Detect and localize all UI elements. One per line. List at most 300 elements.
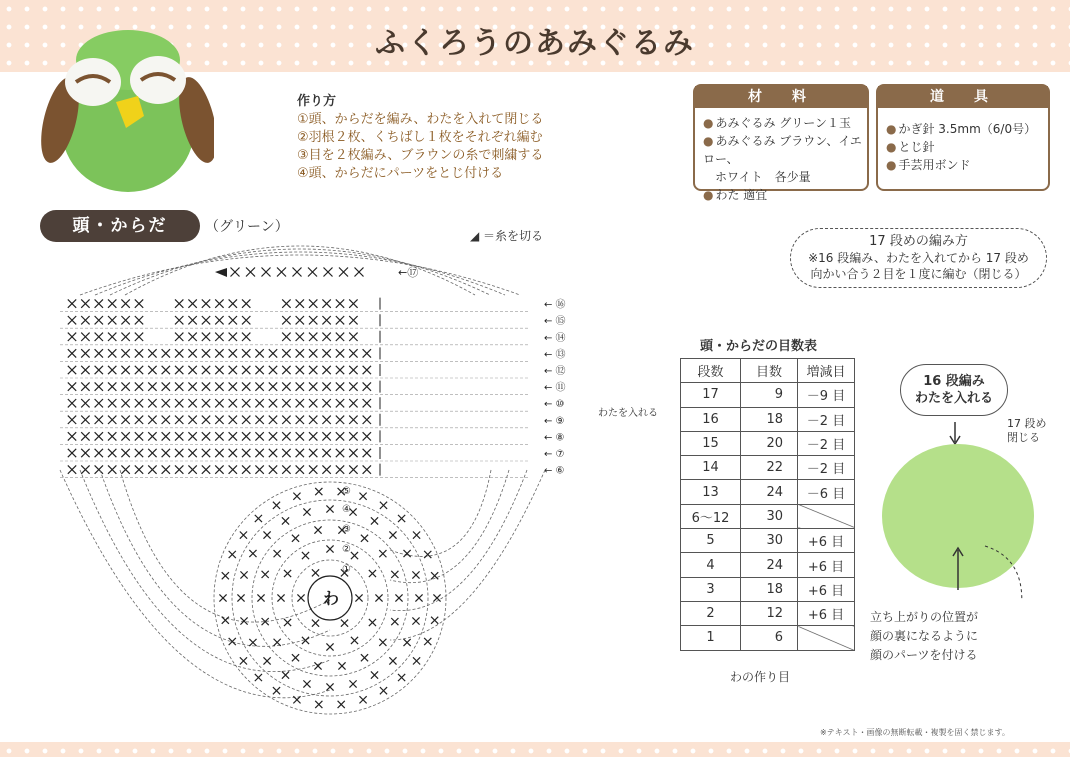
stitch-mark — [363, 382, 371, 390]
stitch-mark — [242, 316, 250, 324]
stitch-mark — [255, 515, 262, 522]
stitch-mark — [338, 662, 345, 669]
face-position-note — [870, 608, 978, 665]
stitch-mark — [135, 399, 143, 407]
stitch-mark — [349, 349, 357, 357]
change-cell: －2 目 — [798, 407, 855, 431]
stitch-mark — [121, 316, 129, 324]
stitch-mark — [363, 416, 371, 424]
stitch-mark — [297, 594, 304, 601]
table-header: 段数 — [681, 359, 741, 383]
stitch-mark — [322, 299, 330, 307]
row17-close-label — [1007, 417, 1047, 445]
stitch-mark — [269, 449, 277, 457]
change-cell: －2 目 — [798, 431, 855, 455]
stitch-mark — [215, 366, 223, 374]
stitch-mark — [229, 465, 237, 473]
stitch-mark — [371, 517, 378, 524]
stitch-mark — [175, 299, 183, 307]
stitch-mark — [215, 399, 223, 407]
stitch-mark — [95, 349, 103, 357]
stitch-mark — [269, 399, 277, 407]
row17-note — [790, 228, 1047, 288]
stitch-mark — [326, 643, 333, 650]
stitch-mark — [255, 432, 263, 440]
stitch-mark — [389, 531, 396, 538]
stitch-mark — [229, 432, 237, 440]
connecting-arc — [390, 470, 509, 583]
stitch-mark — [309, 465, 317, 473]
stitch-mark — [363, 449, 371, 457]
bubble-line: 16 段編み — [923, 374, 985, 389]
stitch-mark — [292, 535, 299, 542]
stitch-mark — [175, 399, 183, 407]
stitch-mark — [81, 465, 89, 473]
stitch-mark — [68, 316, 76, 324]
stitch-mark — [303, 680, 310, 687]
stitch-mark — [81, 399, 89, 407]
tool-item: ● かぎ針 3.5mm（6/0号） — [886, 120, 1048, 138]
stitch-mark — [273, 687, 280, 694]
page-title: ふくろうのあみぐるみ — [375, 26, 695, 61]
stitch-mark — [175, 349, 183, 357]
stitch-mark — [282, 316, 290, 324]
stitch-mark — [395, 594, 402, 601]
table-row — [681, 577, 855, 601]
stitch-mark — [336, 382, 344, 390]
row-cell: 14 — [681, 456, 741, 480]
bubble-line: わたを入れる — [914, 391, 993, 406]
material-item: ● あみぐるみ グリーン１玉 — [703, 114, 867, 132]
stitch-mark — [242, 432, 250, 440]
stitch-mark — [121, 349, 129, 357]
stitch-mark — [95, 399, 103, 407]
stitch-mark — [95, 432, 103, 440]
stitch-cell: 30 — [741, 529, 798, 553]
stitch-mark — [135, 333, 143, 341]
stitch-mark — [398, 515, 405, 522]
round-number: ⑤ — [342, 486, 351, 497]
table-row — [681, 383, 855, 407]
instruction-step: ①頭、からだを編み、わたを入れて閉じる — [297, 112, 544, 127]
stitch-mark — [242, 449, 250, 457]
stitch-mark — [242, 349, 250, 357]
stitch-mark — [349, 382, 357, 390]
table-row — [681, 553, 855, 577]
stitch-mark — [349, 465, 357, 473]
stitch-mark — [296, 449, 304, 457]
stitch-mark — [336, 366, 344, 374]
stitch-mark — [359, 696, 366, 703]
stitch-mark — [229, 382, 237, 390]
stitch-mark — [81, 316, 89, 324]
row-cell: 2 — [681, 601, 741, 625]
stitch-mark — [282, 449, 290, 457]
stitch-mark — [162, 399, 170, 407]
stitch-mark — [336, 399, 344, 407]
stitch-table-title: 頭・からだの目数表 — [700, 339, 818, 354]
round-number: ④ — [342, 504, 351, 515]
stitch-mark — [322, 349, 330, 357]
stitch-mark — [231, 268, 240, 277]
stitch-mark — [81, 449, 89, 457]
round-number: ③ — [342, 524, 351, 535]
stitch-mark — [262, 268, 271, 277]
stitch-mark — [188, 465, 196, 473]
stitch-mark — [108, 333, 116, 341]
table-row — [681, 456, 855, 480]
stitch-mark — [68, 299, 76, 307]
stitch-mark — [375, 594, 382, 601]
yarn-ball-illustration — [870, 420, 1070, 600]
row-cell: 17 — [681, 383, 741, 407]
stitch-mark — [341, 620, 348, 627]
stitch-mark — [188, 416, 196, 424]
stitch-mark — [162, 416, 170, 424]
stitch-mark — [349, 333, 357, 341]
stitch-mark — [296, 416, 304, 424]
stitch-mark — [322, 366, 330, 374]
stitch-mark — [162, 465, 170, 473]
row-number: ← ⑯ — [544, 299, 566, 311]
stitch-mark — [162, 449, 170, 457]
row-cell: 6～12 — [681, 504, 741, 528]
stitch-mark — [269, 382, 277, 390]
stitch-mark — [431, 617, 438, 624]
stitch-mark — [108, 399, 116, 407]
stitch-mark — [302, 552, 309, 559]
table-header-row — [681, 359, 855, 383]
row-cell: 15 — [681, 431, 741, 455]
stitch-mark — [336, 449, 344, 457]
stitch-mark — [424, 551, 431, 558]
stitch-mark — [363, 349, 371, 357]
stitch-mark — [389, 657, 396, 664]
stitch-mark — [68, 416, 76, 424]
stitch-mark — [215, 416, 223, 424]
stitch-mark — [282, 333, 290, 341]
change-cell: +6 目 — [798, 601, 855, 625]
stitch-mark — [229, 551, 236, 558]
stitch-mark — [202, 299, 210, 307]
stitch-mark — [293, 493, 300, 500]
row-cell: 1 — [681, 626, 741, 650]
stitch-mark — [359, 493, 366, 500]
stitch-mark — [309, 382, 317, 390]
stitch-mark — [314, 662, 321, 669]
stitch-mark — [303, 508, 310, 515]
stitch-mark — [202, 316, 210, 324]
materials-heading: 材 料 — [695, 86, 867, 108]
row-cell: 4 — [681, 553, 741, 577]
stitch-mark — [148, 382, 156, 390]
stitch-mark — [135, 465, 143, 473]
stitch-mark — [81, 349, 89, 357]
stitch-mark — [135, 382, 143, 390]
stitch-mark — [68, 465, 76, 473]
stitch-mark — [95, 333, 103, 341]
stitch-mark — [68, 349, 76, 357]
stitch-mark — [202, 432, 210, 440]
magic-ring-label: わ — [323, 589, 340, 608]
stitch-mark — [148, 399, 156, 407]
stitch-mark — [296, 299, 304, 307]
stitch-mark — [81, 416, 89, 424]
section-sub: （グリーン） — [205, 219, 289, 235]
stitch-mark — [322, 432, 330, 440]
stitch-mark — [326, 683, 333, 690]
stitch-mark — [242, 399, 250, 407]
stitch-mark — [284, 570, 291, 577]
stitch-mark — [229, 316, 237, 324]
stitch-mark — [95, 366, 103, 374]
stitch-mark — [215, 432, 223, 440]
stitch-mark — [95, 465, 103, 473]
stitch-mark — [108, 366, 116, 374]
stitch-mark — [282, 299, 290, 307]
stitch-mark — [349, 399, 357, 407]
stitch-mark — [296, 399, 304, 407]
stitch-mark — [312, 569, 319, 576]
stitch-mark — [108, 465, 116, 473]
stitch-mark — [255, 399, 263, 407]
stitch-mark — [229, 366, 237, 374]
stitch-mark — [351, 552, 358, 559]
label-line: 閉じる — [1007, 431, 1040, 444]
row-number: ← ⑧ — [544, 432, 565, 444]
row-number: ← ⑮ — [544, 316, 566, 328]
tools-heading: 道 具 — [878, 86, 1048, 108]
stitch-mark — [108, 382, 116, 390]
stitch-mark — [274, 639, 281, 646]
stitch-mark — [222, 572, 229, 579]
stitch-mark — [202, 416, 210, 424]
stitch-mark — [309, 333, 317, 341]
stitch-mark — [296, 333, 304, 341]
stitch-mark — [296, 465, 304, 473]
stitch-cell: 20 — [741, 431, 798, 455]
change-cell — [798, 504, 855, 528]
table-header: 増減目 — [798, 359, 855, 383]
stitch-mark — [277, 268, 286, 277]
stitch-mark — [296, 366, 304, 374]
material-item: ● あみぐるみ ブラウン、イエロー、 — [703, 132, 867, 168]
label-line: 17 段め — [1007, 417, 1047, 430]
stitch-mark — [380, 687, 387, 694]
stitch-mark — [229, 449, 237, 457]
stitch-mark — [215, 382, 223, 390]
stitch-mark — [336, 416, 344, 424]
stitch-mark — [148, 465, 156, 473]
table-header: 目数 — [741, 359, 798, 383]
stitch-mark — [309, 349, 317, 357]
connecting-arc — [80, 470, 330, 672]
change-cell — [798, 626, 855, 650]
stitch-mark — [322, 399, 330, 407]
legend-cut-yarn: ◢ ＝糸を切る — [470, 229, 544, 243]
stitch-mark — [188, 399, 196, 407]
stitch-mark — [202, 449, 210, 457]
stitch-mark — [322, 316, 330, 324]
stitch-mark — [215, 299, 223, 307]
stitch-mark — [188, 333, 196, 341]
connecting-arc — [390, 470, 527, 611]
stitch-mark — [273, 502, 280, 509]
stitch-mark — [277, 594, 284, 601]
stitch-mark — [108, 349, 116, 357]
connecting-arc — [60, 470, 330, 698]
stitch-mark — [121, 299, 129, 307]
stitch-mark — [202, 333, 210, 341]
stitch-mark — [188, 349, 196, 357]
stitch-mark — [282, 399, 290, 407]
stitch-mark — [162, 382, 170, 390]
row-number: ← ⑩ — [544, 399, 565, 411]
stitch-mark — [255, 674, 262, 681]
stitch-mark — [81, 366, 89, 374]
tool-item: ● とじ針 — [886, 138, 1048, 156]
change-cell: －6 目 — [798, 480, 855, 504]
stitch-mark — [336, 432, 344, 440]
table-row — [681, 626, 855, 650]
table-row — [681, 504, 855, 528]
stitch-mark — [269, 416, 277, 424]
stitch-mark — [424, 638, 431, 645]
stitch-mark — [349, 366, 357, 374]
stitch-mark — [284, 619, 291, 626]
stitch-mark — [188, 366, 196, 374]
stitch-mark — [68, 333, 76, 341]
table-row — [681, 601, 855, 625]
connecting-arc — [95, 252, 505, 295]
stitch-mark — [361, 654, 368, 661]
stitch-cell: 18 — [741, 577, 798, 601]
stitch-mark — [274, 550, 281, 557]
stitch-mark — [121, 432, 129, 440]
materials-box — [693, 84, 869, 202]
instructions-heading: 作り方 — [297, 94, 337, 109]
stitch-mark — [175, 416, 183, 424]
stitch-mark — [433, 594, 440, 601]
stitch-mark — [215, 316, 223, 324]
stitch-mark — [309, 299, 317, 307]
stitch-cell: 30 — [741, 504, 798, 528]
stitch-mark — [412, 571, 419, 578]
stitch-mark — [312, 620, 319, 627]
round-number: ② — [342, 544, 351, 555]
stitch-mark — [398, 674, 405, 681]
stitch-mark — [237, 594, 244, 601]
stitch-mark — [361, 535, 368, 542]
stitch-mark — [202, 366, 210, 374]
stitch-mark — [68, 449, 76, 457]
table-row — [681, 407, 855, 431]
stitch-cell: 18 — [741, 407, 798, 431]
stitch-mark — [413, 532, 420, 539]
stitch-mark — [309, 316, 317, 324]
stitch-mark — [315, 488, 322, 495]
stitch-mark — [322, 382, 330, 390]
change-cell: －2 目 — [798, 456, 855, 480]
stitch-mark — [282, 432, 290, 440]
stitch-mark — [293, 268, 302, 277]
stitch-mark — [162, 349, 170, 357]
stitch-mark — [263, 531, 270, 538]
stitch-mark — [229, 333, 237, 341]
stitch-mark — [121, 399, 129, 407]
stitch-mark — [202, 465, 210, 473]
stitch-mark — [148, 366, 156, 374]
stitch-mark — [175, 432, 183, 440]
stitch-mark — [240, 657, 247, 664]
row-cell: 5 — [681, 529, 741, 553]
connecting-arc — [110, 249, 490, 295]
note-line: 立ち上がりの位置が — [870, 610, 979, 624]
stitch-mark — [412, 617, 419, 624]
stitch-mark — [269, 465, 277, 473]
change-cell: －9 目 — [798, 383, 855, 407]
stitch-mark — [391, 618, 398, 625]
stitch-mark — [95, 316, 103, 324]
stitch-mark — [324, 268, 333, 277]
stitch-mark — [242, 416, 250, 424]
stitch-mark — [282, 366, 290, 374]
stitch-mark — [121, 333, 129, 341]
material-item: ● わた 適宜 — [703, 186, 867, 204]
stitch-mark — [68, 382, 76, 390]
stitch-mark — [229, 349, 237, 357]
stitch-mark — [336, 333, 344, 341]
stitch-mark — [363, 465, 371, 473]
row-number: ← ⑥ — [544, 465, 565, 477]
stitch-cell: 9 — [741, 383, 798, 407]
stitch-mark — [315, 701, 322, 708]
section-label: 頭・からだ — [40, 210, 200, 242]
row-cell: 16 — [681, 407, 741, 431]
stitch-mark — [175, 316, 183, 324]
stitch-mark — [148, 432, 156, 440]
stitch-mark — [349, 432, 357, 440]
stitch-mark — [242, 382, 250, 390]
stitch-mark — [322, 333, 330, 341]
stitch-mark — [81, 432, 89, 440]
stitch-mark — [249, 550, 256, 557]
stitch-mark — [215, 349, 223, 357]
stitch-mark — [309, 399, 317, 407]
stitch-mark — [326, 505, 333, 512]
stitch-mark — [369, 619, 376, 626]
stitch-mark — [188, 299, 196, 307]
stitch-mark — [121, 366, 129, 374]
stitch-mark — [121, 465, 129, 473]
stitch-mark — [296, 432, 304, 440]
row-number: ← ⑬ — [544, 349, 566, 361]
stitch-mark — [269, 432, 277, 440]
stitch-mark — [338, 701, 345, 708]
connecting-arc — [125, 246, 475, 295]
stitch-mark — [175, 449, 183, 457]
stitch-cell: 24 — [741, 480, 798, 504]
stitch-mark — [242, 333, 250, 341]
stitch-mark — [391, 571, 398, 578]
stitch-mark — [135, 316, 143, 324]
stitch-mark — [246, 268, 255, 277]
row17-note-title: 17 段めの編み方 — [869, 234, 968, 249]
change-cell: +6 目 — [798, 553, 855, 577]
row-number: ← ⑫ — [544, 366, 566, 377]
stitch-mark — [403, 639, 410, 646]
stuffing-bubble — [900, 364, 1008, 416]
